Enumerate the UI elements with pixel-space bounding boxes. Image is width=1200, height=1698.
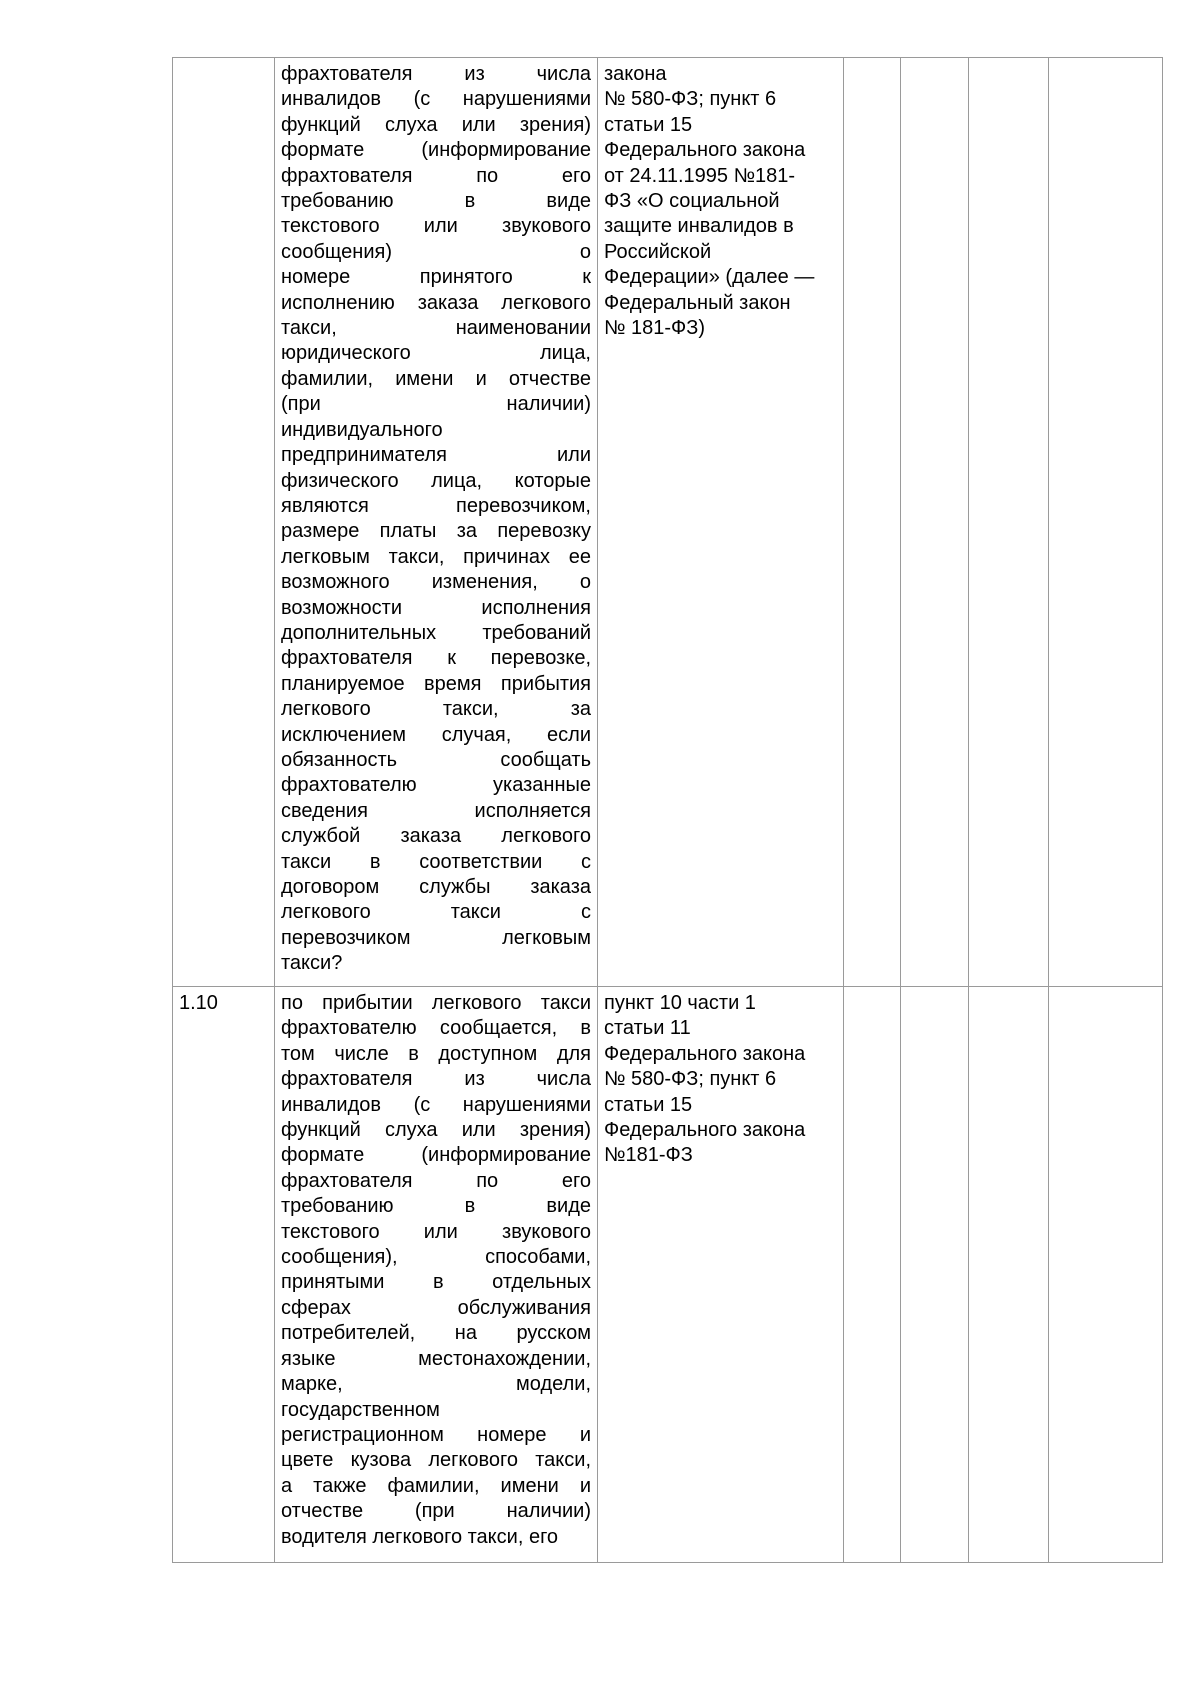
requirement-line: физического лица, которые	[281, 469, 591, 492]
requirement-line: легкового такси с	[281, 901, 591, 924]
legal-basis-text	[604, 62, 837, 341]
requirement-line: текстового или звукового	[281, 1220, 591, 1243]
requirement-line: принятыми в отдельных	[281, 1271, 591, 1294]
requirement-line: легкового такси, за	[281, 698, 591, 721]
requirement-line: водителя легкового такси, его	[281, 1525, 559, 1548]
legal-basis-line: статьи 11	[604, 1017, 691, 1040]
requirement-line: цвете кузова легкового такси,	[281, 1449, 591, 1472]
requirement-line: исполнению заказа легкового	[281, 291, 591, 314]
legal-basis-line: пункт 10 части 1	[604, 992, 756, 1014]
answer-na-cell	[969, 987, 1049, 1563]
requirement-line: такси?	[281, 952, 343, 975]
requirement-cell	[275, 58, 598, 987]
legal-basis-line: ФЗ «О социальной	[604, 190, 780, 213]
requirement-line: (при наличии)	[281, 393, 591, 416]
requirement-line: функций слуха или зрения)	[281, 113, 591, 136]
requirement-text	[281, 62, 591, 977]
legal-basis-line: закона	[604, 63, 667, 85]
answer-na-cell	[969, 58, 1049, 987]
legal-basis-line: Федерального закона	[604, 1119, 806, 1142]
requirement-line: такси, наименовании	[281, 317, 591, 340]
requirement-line: требованию в виде	[281, 1195, 591, 1218]
legal-basis-line: статьи 15	[604, 1093, 693, 1116]
requirement-line: исключением случая, если	[281, 723, 591, 746]
requirement-text	[281, 991, 591, 1550]
requirement-line: возможного изменения, о	[281, 571, 591, 594]
requirement-line: размере платы за перевозку	[281, 520, 591, 543]
requirement-line: инвалидов (с нарушениями	[281, 88, 591, 111]
requirement-line: легковым такси, причинах ее	[281, 545, 591, 568]
answer-yes-cell	[844, 987, 901, 1563]
note-cell	[1049, 987, 1163, 1563]
requirement-line: перевозчиком легковым	[281, 926, 591, 949]
requirement-line: фамилии, имени и отчестве	[281, 367, 591, 390]
requirement-line: фрахтователя из числа	[281, 63, 591, 85]
requirement-line: том числе в доступном для	[281, 1042, 591, 1065]
requirement-line: индивидуального	[281, 418, 443, 441]
requirement-line: фрахтователю указанные	[281, 774, 591, 797]
requirement-line: по прибытии легкового такси	[281, 992, 591, 1014]
legal-basis-line: №181-ФЗ	[604, 1144, 693, 1167]
legal-basis-line: от 24.11.1995 №181-	[604, 164, 796, 187]
requirement-line: фрахтователя к перевозке,	[281, 647, 591, 670]
requirement-line: языке местонахождении,	[281, 1347, 591, 1370]
requirement-line: фрахтователя из числа	[281, 1068, 591, 1091]
requirement-line: инвалидов (с нарушениями	[281, 1093, 591, 1116]
legal-basis-line: Федеральный закон	[604, 291, 791, 314]
requirement-cell	[275, 987, 598, 1563]
requirement-line: договором службы заказа	[281, 876, 591, 898]
table-row	[173, 987, 1163, 1563]
requirement-line: фрахтователю сообщается, в	[281, 1017, 591, 1040]
requirement-line: марке, модели,	[281, 1373, 591, 1396]
legal-basis-line: Федерального закона	[604, 1042, 806, 1065]
requirement-line: такси в соответствии с	[281, 850, 591, 873]
requirement-line: обязанность сообщать	[281, 748, 591, 771]
requirement-line: отчестве (при наличии)	[281, 1500, 591, 1523]
requirement-line: сообщения), способами,	[281, 1246, 591, 1269]
item-number-cell: 1.10	[173, 987, 275, 1563]
legal-basis-text	[604, 991, 837, 1169]
answer-yes-cell	[844, 58, 901, 987]
requirement-line: а также фамилии, имени и	[281, 1474, 591, 1497]
requirement-line: возможности исполнения	[281, 596, 591, 619]
legal-basis-line: № 580-ФЗ; пункт 6	[604, 1068, 777, 1091]
requirement-line: являются перевозчиком,	[281, 494, 591, 517]
requirement-line: сообщения) о	[281, 240, 591, 263]
requirement-line: регистрационном номере и	[281, 1423, 591, 1446]
requirement-line: формате (информирование	[281, 1144, 591, 1167]
answer-no-cell	[901, 987, 969, 1563]
requirement-line: фрахтователя по его	[281, 164, 591, 187]
requirement-line: номере принятого к	[281, 266, 591, 289]
legal-basis-line: защите инвалидов в	[604, 215, 794, 238]
requirement-line: сведения исполняется	[281, 799, 591, 822]
requirement-line: планируемое время прибытия	[281, 672, 591, 695]
requirement-line: государственном	[281, 1398, 440, 1421]
legal-basis-line: Федерации» (далее —	[604, 266, 815, 289]
legal-basis-line: № 580-ФЗ; пункт 6	[604, 88, 777, 111]
table-row	[173, 58, 1163, 987]
legal-basis-line: Российской	[604, 240, 712, 263]
note-cell	[1049, 58, 1163, 987]
requirement-line: фрахтователя по его	[281, 1169, 591, 1192]
requirement-line: потребителей, на русском	[281, 1322, 591, 1345]
requirement-line: формате (информирование	[281, 139, 591, 162]
item-number-cell	[173, 58, 275, 987]
legal-basis-line: № 181-ФЗ)	[604, 317, 705, 340]
answer-no-cell	[901, 58, 969, 987]
requirement-line: юридического лица,	[281, 342, 591, 365]
requirement-line: службой заказа легкового	[281, 825, 591, 848]
requirement-line: предпринимателя или	[281, 444, 591, 467]
requirement-line: функций слуха или зрения)	[281, 1119, 591, 1142]
requirement-line: дополнительных требований	[281, 621, 591, 644]
requirement-line: текстового или звукового	[281, 215, 591, 238]
legal-basis-cell	[598, 987, 844, 1563]
legal-basis-line: статьи 15	[604, 113, 693, 136]
checklist-table	[172, 57, 1163, 1563]
legal-basis-cell	[598, 58, 844, 987]
legal-basis-line: Федерального закона	[604, 139, 806, 162]
requirement-line: сферах обслуживания	[281, 1296, 591, 1319]
requirement-line: требованию в виде	[281, 190, 591, 213]
